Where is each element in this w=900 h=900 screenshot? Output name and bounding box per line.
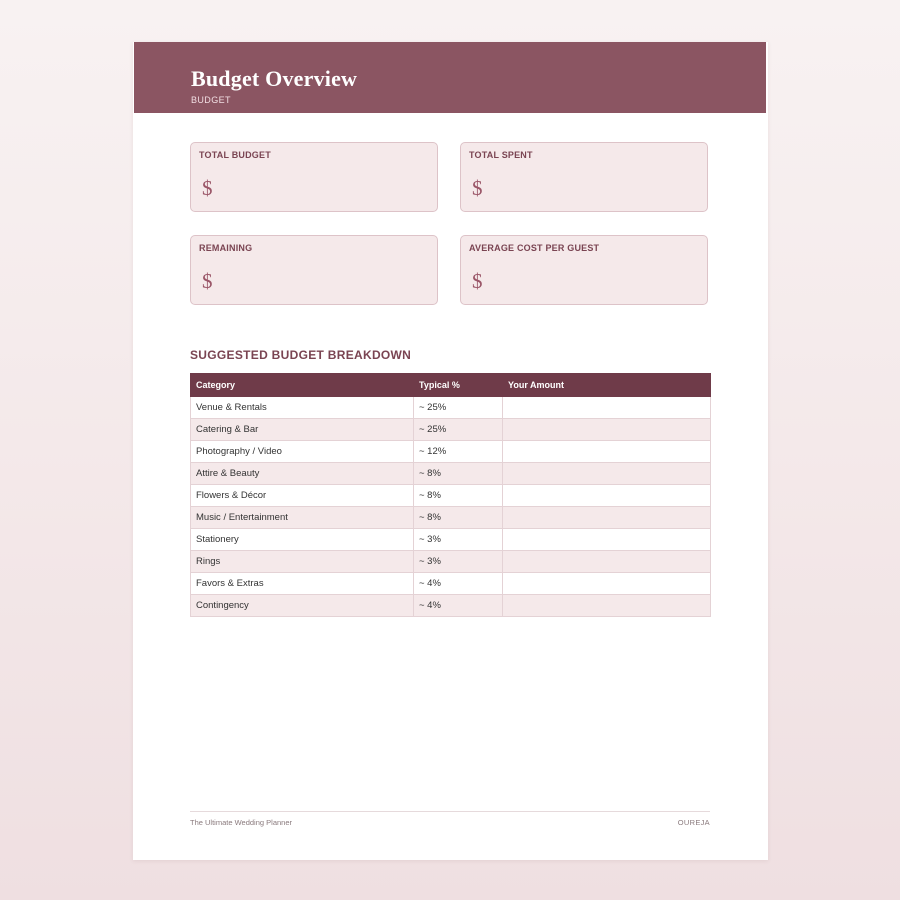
your-amount-cell[interactable] [503,507,711,529]
category-cell: Flowers & Décor [191,485,414,507]
table-row [191,595,711,617]
average-cost-per-guest-label: AVERAGE COST PER GUEST [469,243,600,253]
typical-percent-cell: ~ 4% [414,573,503,595]
your-amount-cell[interactable] [503,397,711,419]
typical-percent-cell: ~ 8% [414,485,503,507]
your-amount-cell[interactable] [503,419,711,441]
table-header-row [191,374,711,397]
total-spent-card[interactable] [460,142,708,212]
table-row [191,397,711,419]
column-header-category: Category [191,374,414,397]
category-cell: Catering & Bar [191,419,414,441]
typical-percent-cell: ~ 25% [414,397,503,419]
column-header-typical-percent: Typical % [414,374,503,397]
total-spent-currency-symbol: $ [472,176,483,200]
category-cell: Venue & Rentals [191,397,414,419]
table-row [191,573,711,595]
typical-percent-cell: ~ 12% [414,441,503,463]
budget-breakdown-table [190,373,711,617]
category-cell: Stationery [191,529,414,551]
footer-planner-name: The Ultimate Wedding Planner [190,818,292,827]
breakdown-section-title: SUGGESTED BUDGET BREAKDOWN [190,348,412,362]
average-cost-per-guest-currency-symbol: $ [472,269,483,293]
category-cell: Rings [191,551,414,573]
footer-divider [190,811,710,812]
table-row [191,463,711,485]
category-cell: Music / Entertainment [191,507,414,529]
total-spent-label: TOTAL SPENT [469,150,533,160]
your-amount-cell[interactable] [503,441,711,463]
remaining-currency-symbol: $ [202,269,213,293]
category-cell: Contingency [191,595,414,617]
table-row [191,441,711,463]
page-subtitle: BUDGET [191,95,231,105]
page-header [134,42,766,113]
your-amount-cell[interactable] [503,595,711,617]
category-cell: Favors & Extras [191,573,414,595]
average-cost-per-guest-card[interactable] [460,235,708,305]
typical-percent-cell: ~ 3% [414,551,503,573]
total-budget-label: TOTAL BUDGET [199,150,271,160]
your-amount-cell[interactable] [503,463,711,485]
table-row [191,485,711,507]
table-row [191,529,711,551]
table-row [191,507,711,529]
total-budget-currency-symbol: $ [202,176,213,200]
total-budget-card[interactable] [190,142,438,212]
table-row [191,551,711,573]
remaining-card[interactable] [190,235,438,305]
typical-percent-cell: ~ 8% [414,507,503,529]
category-cell: Photography / Video [191,441,414,463]
remaining-label: REMAINING [199,243,253,253]
column-header-your-amount: Your Amount [503,374,711,397]
category-cell: Attire & Beauty [191,463,414,485]
your-amount-cell[interactable] [503,573,711,595]
page-title: Budget Overview [191,66,358,91]
typical-percent-cell: ~ 3% [414,529,503,551]
your-amount-cell[interactable] [503,485,711,507]
planner-page [133,42,768,860]
typical-percent-cell: ~ 25% [414,419,503,441]
table-row [191,419,711,441]
typical-percent-cell: ~ 4% [414,595,503,617]
footer-brand: OUREJA [677,818,710,827]
your-amount-cell[interactable] [503,529,711,551]
typical-percent-cell: ~ 8% [414,463,503,485]
your-amount-cell[interactable] [503,551,711,573]
